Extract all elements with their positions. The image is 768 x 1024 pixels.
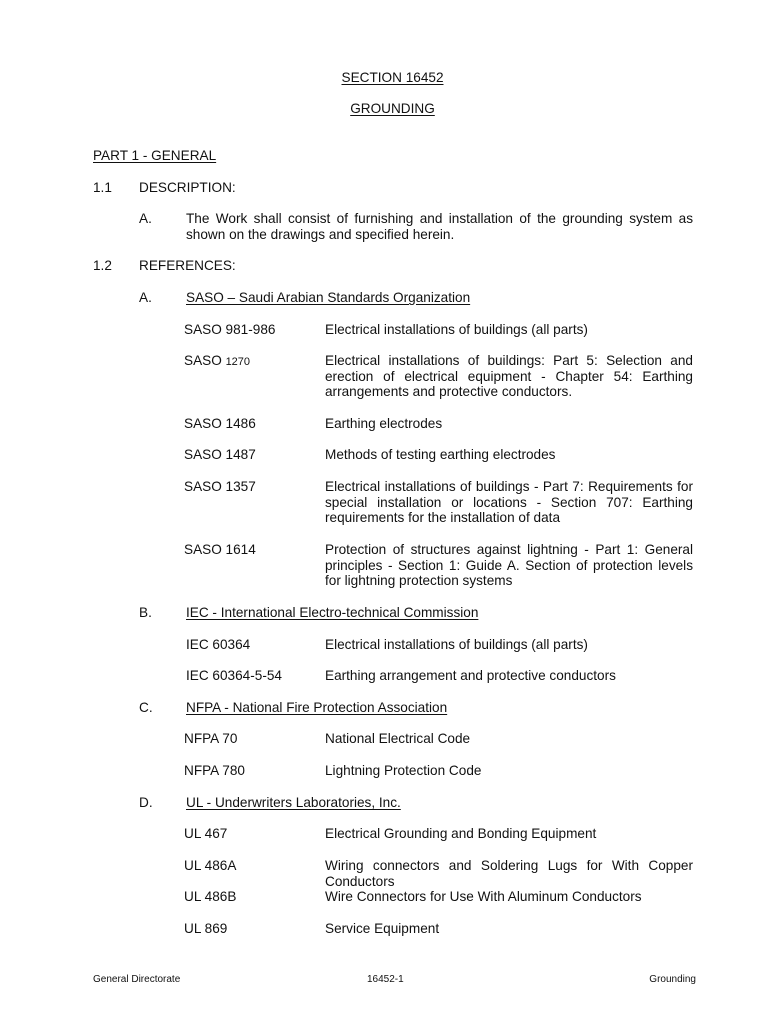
ref-code: SASO 1357 [184,479,256,494]
group-title: NFPA - National Fire Protection Association [186,700,448,715]
group-letter: D. [139,795,153,810]
article-title: REFERENCES: [139,258,236,273]
paragraph-text: The Work shall consist of furnishing and installation of the grounding system as shown on the drawings and specified herein. [186,211,693,242]
ref-code: SASO 981-986 [184,322,276,337]
group-title: UL - Underwriters Laboratories, Inc. [186,795,401,810]
ref-desc: Methods of testing earthing electrodes [325,447,556,462]
footer-page-number: 16452-1 [367,974,404,985]
ref-code: NFPA 780 [184,763,245,778]
ref-code: SASO 1486 [184,416,256,431]
section-number: SECTION 16452 [341,70,444,85]
ref-code: IEC 60364 [186,637,251,652]
paragraph-letter: A. [139,211,152,226]
ref-desc: Electrical installations of buildings (all parts) [325,637,588,652]
ref-desc: Protection of structures against lightning - Part 1: General principles - Section 1: Guide A. Section of protection levels for lightning protection systems [325,542,693,588]
ref-desc: Electrical Grounding and Bonding Equipment [325,826,597,841]
ref-desc: National Electrical Code [325,731,471,746]
footer-right: Grounding [649,974,696,985]
ref-desc: Electrical installations of buildings - Part 7: Requirements for special installation or locations - Section 707: Earthing requirements for the installation of data [325,479,693,525]
ref-desc: Wire Connectors for Use With Aluminum Conductors [325,889,642,904]
ref-code: NFPA 70 [184,731,238,746]
group-letter: C. [139,700,153,715]
ref-code: IEC 60364-5-54 [186,668,282,683]
group-letter: A. [139,290,152,305]
ref-desc: Electrical installations of buildings (all parts) [325,322,588,337]
ref-code: UL 467 [184,826,228,841]
ref-code: UL 486B [184,889,237,904]
article-number: 1.2 [93,258,112,273]
ref-code: SASO 1270 [184,353,251,368]
ref-code: SASO 1487 [184,447,256,462]
ref-desc: Lightning Protection Code [325,763,482,778]
ref-desc: Wiring connectors and Soldering Lugs for With Copper Conductors [325,858,693,889]
ref-code: UL 869 [184,921,228,936]
group-title: SASO – Saudi Arabian Standards Organization [186,290,471,305]
article-number: 1.1 [93,180,112,195]
group-title: IEC - International Electro-technical Commission [186,605,479,620]
section-title: GROUNDING [350,101,435,116]
ref-code: SASO 1614 [184,542,256,557]
ref-desc: Earthing electrodes [325,416,443,431]
ref-desc: Electrical installations of buildings: Part 5: Selection and erection of electrical equipment - Chapter 54: Earthing arrangements and protective conductors. [325,353,693,399]
ref-desc: Earthing arrangement and protective conductors [325,668,616,683]
ref-code: UL 486A [184,858,237,873]
article-title: DESCRIPTION: [139,180,236,195]
footer-left: General Directorate [93,974,181,985]
part-heading: PART 1 - GENERAL [93,148,217,163]
group-letter: B. [139,605,152,620]
ref-desc: Service Equipment [325,921,440,936]
